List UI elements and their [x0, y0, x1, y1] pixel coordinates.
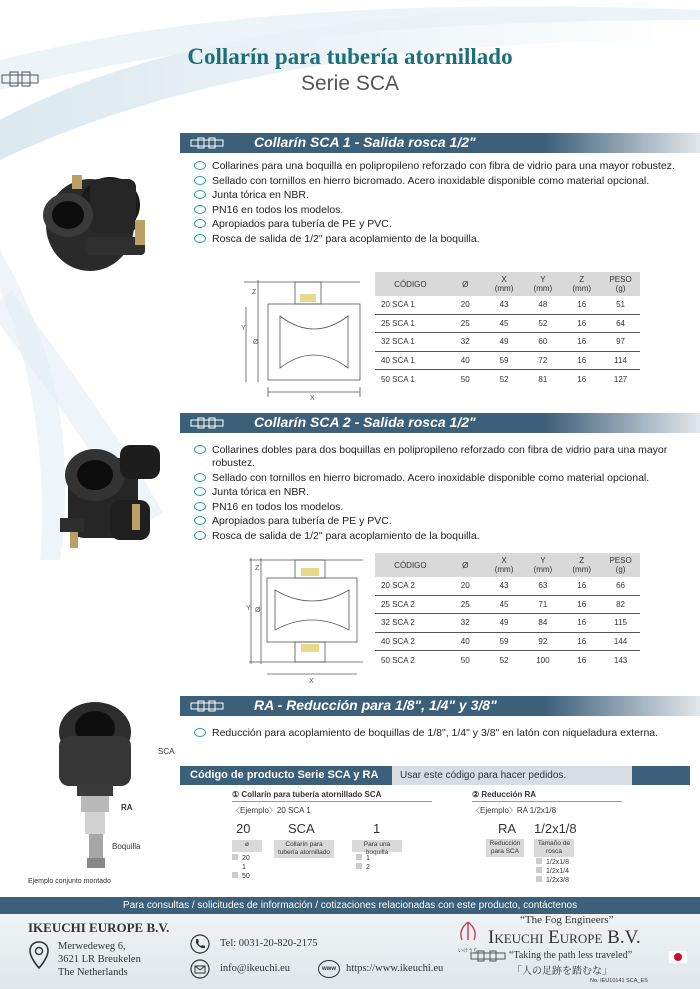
list-item: PN16 en todos los modelos.	[190, 204, 690, 217]
web-icon: www	[318, 960, 340, 978]
code-part-size: 1/2x1/8	[534, 821, 577, 836]
dim-dia-label: Ø	[253, 339, 259, 346]
desc-sca-cell: Collarín para tubería atornillado	[274, 840, 334, 858]
nozzle-icon	[190, 700, 224, 712]
table-row: 40 SCA 1 40 59 72 16 114	[375, 351, 640, 369]
section2-heading-bar	[180, 413, 700, 433]
footer-brand: Ikeuchi Europe B.V.	[488, 927, 641, 948]
location-pin-icon	[28, 940, 50, 970]
footer-web-link[interactable]: https://www.ikeuchi.eu	[346, 963, 444, 974]
address-line: 3621 LR Breukelen	[58, 954, 141, 965]
code-ra-block	[472, 790, 622, 890]
code-part-series: SCA	[288, 821, 315, 836]
section2-heading: Collarín SCA 2 - Salida rosca 1/2"	[254, 414, 476, 430]
code-sca-title: ① Collarín para tubería atornillado SCA	[232, 790, 432, 802]
dim-z-label: Z	[252, 289, 257, 296]
label-boquilla: Boquilla	[112, 842, 141, 851]
footer-company: IKEUCHI EUROPE B.V.	[28, 920, 170, 935]
section1-heading-bar	[180, 133, 700, 153]
code-box-note: Usar este código para hacer pedidos.	[392, 766, 632, 785]
page-subtitle: Serie SCA	[300, 72, 400, 95]
footer-tel: Tel: 0031-20-820-2175	[220, 938, 318, 949]
code-sca-example: 〈Ejemplo〉20 SCA 1	[232, 806, 311, 815]
footer-address	[58, 940, 141, 979]
code-ra-title: ② Reducción RA	[472, 790, 622, 802]
code-part-dia: 20	[236, 821, 251, 836]
footer-tagline: “The Fog Engineers”	[520, 914, 614, 926]
dia-values-list: 20 1 50	[232, 854, 250, 881]
section1-heading: Collarín SCA 1 - Salida rosca 1/2"	[254, 134, 476, 150]
list-item: Apropiados para tubería de PE y PVC.	[190, 515, 690, 528]
label-sca: SCA	[158, 747, 175, 756]
section3-heading: RA - Reducción para 1/8", 1/4" y 3/8"	[254, 697, 497, 713]
table-row: 50 SCA 2 50 52 100 16 143	[381, 655, 628, 665]
list-item: Sellado con tornillos en hierro bicromado. Acero inoxidable disponible como material opcional.	[190, 472, 690, 485]
dim-dia-label: Ø	[255, 607, 261, 614]
dia-label-cell: ø	[232, 840, 262, 852]
list-item: Sellado con tornillos en hierro bicromado. Acero inoxidable disponible como material opcional.	[190, 175, 690, 188]
table-row: 32 SCA 1 32 49 60 16 97	[375, 333, 640, 351]
dim-z-label: Z	[255, 565, 260, 572]
logo-jp-text: いけうち	[457, 948, 478, 954]
size-values-list: 1/2x1/8 1/2x1/4 1/2x3/8	[536, 858, 569, 885]
table-row: 25 SCA 2 25 45 71 16 82	[375, 595, 640, 613]
table-row: 20 SCA 1 20 43 48 16 51	[375, 296, 640, 314]
sca2-spec-table	[375, 553, 640, 669]
code-part-outlets: 1	[373, 821, 381, 836]
address-line: The Netherlands	[58, 967, 128, 978]
table-row: 32 SCA 2 32 49 84 16 115	[375, 614, 640, 632]
sca1-spec-table	[375, 272, 640, 388]
footer-contact-bar: Para consultas / solicitudes de información / cotizaciones relacionadas con este producto, contáctenos	[0, 897, 700, 914]
outlet-values-list: 1 2	[356, 854, 370, 872]
address-line: Merwedeweg 6,	[58, 941, 126, 952]
list-item: Rosca de salida de 1/2" para acoplamiento de la boquilla.	[190, 530, 690, 543]
section2-bullet-list	[190, 444, 690, 544]
table-row: 50 SCA 1 50 52 81 16 127	[381, 374, 628, 384]
table-row: 20 SCA 2 20 43 63 16 66	[375, 577, 640, 595]
code-part-ra: RA	[498, 821, 517, 836]
desc-outlets-cell: Para una boquilla	[352, 840, 402, 852]
footer-motto-en: “Taking the path less traveled”	[509, 950, 633, 961]
japan-flag-icon	[668, 950, 688, 964]
code-box-title: Código de producto Serie SCA y RA	[190, 769, 379, 781]
logo-mark-icon	[456, 920, 480, 942]
nozzle-icon	[470, 950, 506, 962]
phone-icon	[190, 934, 210, 954]
sca1-product-image	[30, 165, 155, 280]
code-box-header	[180, 766, 690, 785]
page-title: Collarín para tubería atornillado	[187, 44, 513, 69]
section3-bullet-list	[190, 727, 695, 742]
nozzle-icon	[190, 137, 224, 149]
assembly-caption: Ejemplo conjunto montado	[28, 878, 111, 885]
list-item: Rosca de salida de 1/2" para acoplamiento de la boquilla.	[190, 233, 690, 246]
sca1-technical-drawing	[240, 272, 370, 402]
list-item: PN16 en todos los modelos.	[190, 501, 690, 514]
table-row: 25 SCA 1 25 45 52 16 64	[375, 314, 640, 332]
dim-x-label: X	[309, 678, 314, 685]
list-item: Apropiados para tubería de PE y PVC.	[190, 218, 690, 231]
list-item: Collarines dobles para dos boquillas en polipropileno reforzado con fibra de vidrio para una mayor robustez.	[190, 444, 690, 470]
desc-size-cell: Tamaño de rosca	[534, 839, 574, 857]
footer-doc-number: No. IEU10141 SCA_ES	[590, 978, 648, 984]
table-row: 40 SCA 2 40 59 92 16 144	[375, 632, 640, 650]
assembly-example-image	[35, 700, 155, 880]
code-sca-block	[232, 790, 432, 890]
code-ra-example: 〈Ejemplo〉RA 1/2x1/8	[472, 806, 557, 815]
section1-bullet-list	[190, 160, 690, 247]
mail-icon	[190, 959, 210, 979]
nozzle-icon	[190, 417, 224, 429]
dim-y-label: Y	[241, 325, 246, 332]
sca2-product-image	[40, 440, 165, 555]
desc-ra-cell: Reducción para SCA	[486, 839, 524, 857]
dim-x-label: X	[310, 395, 315, 402]
footer-email-link[interactable]: info@ikeuchi.eu	[220, 963, 291, 974]
label-ra: RA	[121, 803, 133, 812]
list-item: Junta tórica en NBR.	[190, 189, 690, 202]
list-item: Junta tórica en NBR.	[190, 486, 690, 499]
sca2-technical-drawing	[245, 552, 370, 687]
table-header-row: CÓDIGO Ø X (mm) Y (mm) Z (mm) PESO (g)	[375, 272, 640, 296]
table-header-row: CÓDIGO Ø X (mm) Y (mm) Z (mm) PESO (g)	[375, 553, 640, 577]
footer-motto-jp: 「人の足跡を踏むな」	[512, 966, 612, 977]
list-item: Reducción para acoplamiento de boquillas de 1/8", 1/4" y 3/8" en latón con niqueladura externa.	[190, 727, 695, 740]
dim-y-label: Y	[246, 605, 251, 612]
section3-heading-bar	[180, 696, 700, 716]
list-item: Collarines para una boquilla en polipropileno reforzado con fibra de vidrio para una mayor robustez.	[190, 160, 690, 173]
